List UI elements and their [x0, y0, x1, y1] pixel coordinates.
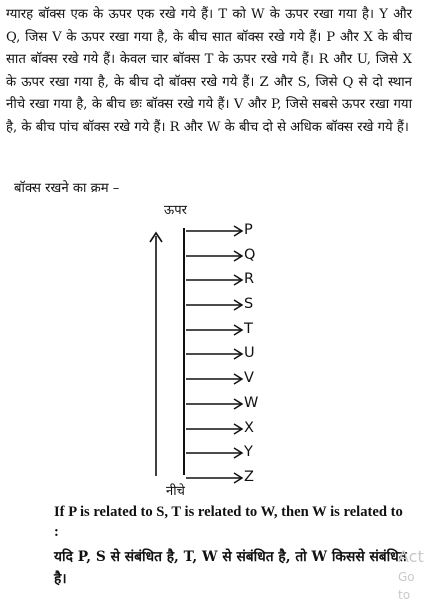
box-label: S [244, 296, 254, 313]
box-label: T [244, 320, 253, 337]
right-arrow-icon [183, 445, 247, 461]
box-row [180, 294, 280, 319]
right-arrow-icon [183, 421, 247, 437]
watermark-line1: Act [398, 547, 424, 566]
box-row [180, 245, 280, 270]
box-row [180, 467, 280, 492]
box-row [180, 368, 280, 393]
right-arrow-icon [183, 396, 247, 412]
top-label: ऊपर [164, 203, 187, 218]
watermark-line2: Go to [398, 570, 415, 602]
right-arrow-icon [183, 346, 247, 362]
puzzle-passage: ग्यारह बॉक्स एक के ऊपर एक रखे गये हैं। T को W के ऊपर रखा गया है। Y और Q, जिस V के ऊपर रखा गया है, के बीच सात बॉक्स रखे गये हैं। P और X के बीच सात बॉक्स रखे गये हैं। केवल चार बॉक्स T के ऊपर रखे गये हैं। R और U, जिसे X के ऊपर रखा गया है, के बीच दो बॉक्स रखे गये हैं। Z और S, जिसे Q से दो स्थान नीचे रखा गया है, के बीच छः बॉक्स रखे गये हैं। V और P, जिसे सबसे ऊपर रखा गया है, के बीच पांच बॉक्स रखे गये हैं। R और W के बीच दो से अधिक बॉक्स रखे गये हैं। [6, 7, 412, 135]
box-row [180, 319, 280, 344]
right-arrow-icon [183, 322, 247, 338]
box-row [180, 442, 280, 467]
right-arrow-icon [183, 297, 247, 313]
right-arrow-icon [183, 248, 247, 264]
box-label: U [244, 345, 255, 362]
right-arrow-icon [183, 371, 247, 387]
question-hindi: यदि P, S से संबंधित है, T, W से संबंधित है, तो W किससे संबंधित है। [54, 549, 407, 587]
box-row [180, 220, 280, 245]
box-label: Z [244, 468, 254, 485]
box-row [180, 393, 280, 418]
activate-windows-watermark [398, 548, 428, 604]
box-label: X [244, 419, 254, 436]
bottom-label: नीचे [166, 484, 185, 499]
arrangement-heading: बॉक्स रखने का क्रम – [14, 181, 120, 196]
box-row [180, 418, 280, 443]
box-stack [180, 220, 280, 492]
box-label: W [244, 394, 259, 411]
box-label: V [244, 370, 254, 387]
right-arrow-icon [183, 272, 247, 288]
right-arrow-icon [183, 470, 247, 486]
box-label: Y [244, 444, 253, 461]
upward-arrow-icon [148, 230, 164, 476]
box-row [180, 269, 280, 294]
box-label: P [244, 222, 253, 238]
question-english: If P is related to S, T is related to W, then W is related to : [54, 504, 403, 540]
right-arrow-icon [183, 223, 247, 239]
box-row [180, 343, 280, 368]
box-label: R [244, 271, 255, 288]
box-label: Q [244, 246, 256, 263]
